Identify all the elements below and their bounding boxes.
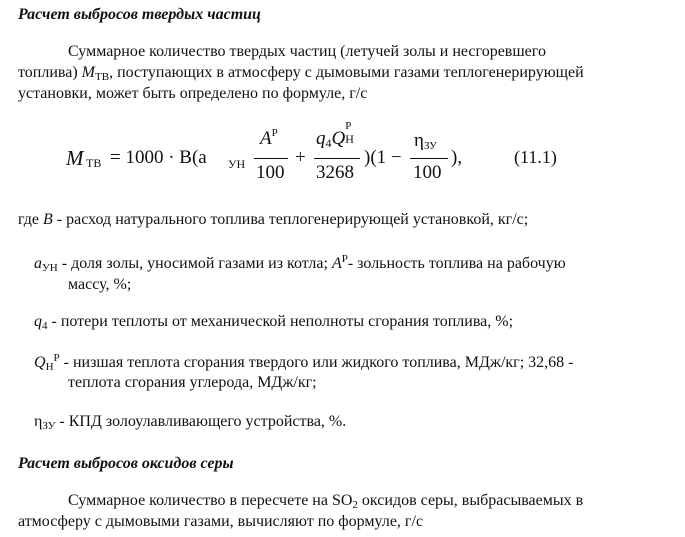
frac1-numerator: $A^Р$ — [260, 127, 278, 149]
frac1-denominator: 100 — [256, 162, 285, 183]
section-heading-solid-particles: Расчет выбросов твердых частиц — [18, 6, 261, 23]
intro-line-2: топлива) MТВ, поступающих в атмосферу с дымовыми газами теплогенерирующей — [18, 64, 584, 83]
definition-B: где B - расход натурального топлива теплогенерирующей установкой, кг/с; — [18, 211, 529, 228]
section2-line-1: Суммарное количество в пересчете на SO2 оксидов серы, выбрасываемых в — [68, 492, 584, 511]
section2-line-2: атмосферу с дымовыми газами, вычисляют по формуле, г/с — [18, 513, 424, 530]
formula-plus: + — [295, 147, 306, 168]
formula-paren-mid: )(1 − — [364, 147, 402, 168]
formula-a-sub: УН — [228, 157, 246, 171]
formula-tail: ), — [451, 147, 463, 168]
formula-lhs-symbol: M — [66, 146, 84, 170]
frac3-denominator: 100 — [413, 162, 442, 183]
intro-line-1: Суммарное количество твердых частиц (летучей золы и несгоревшего — [68, 43, 546, 60]
formula-coef: = 1000 · B(a — [110, 147, 207, 168]
formula-number: (11.1) — [514, 147, 557, 167]
definition-Q-n-cont: теплота сгорания углерода, МДж/кг; — [68, 374, 317, 391]
section-heading-sulfur-oxides: Расчет выбросов оксидов серы — [18, 455, 234, 472]
definition-a-un: aУН - доля золы, уносимой газами из котла; $A^Р-$ зольность топлива на рабочую — [34, 253, 566, 274]
frac2-denominator: 3268 — [316, 162, 354, 183]
intro-line-3: установки, может быть определено по формуле, г/с — [18, 85, 368, 102]
formula-lhs-sub: ТВ — [86, 156, 102, 170]
frac2-bar — [314, 158, 360, 159]
frac1-bar — [254, 158, 288, 159]
definition-a-un-cont: массу, %; — [68, 276, 132, 293]
frac2-numerator: q4Q Р Н — [316, 120, 354, 150]
definition-Q-n: $QН^Р$ - низшая теплота сгорания твердого или жидкого топлива, МДж/кг; 32,68 - — [34, 352, 574, 373]
frac3-numerator: ηЗУ — [414, 130, 437, 152]
definition-q4: q4 - потери теплоты от механической неполноты сгорания топлива, %; — [34, 313, 514, 332]
frac3-bar — [410, 158, 448, 159]
definition-eta: ηЗУ - КПД золоулавливающего устройства, %. — [34, 413, 347, 432]
